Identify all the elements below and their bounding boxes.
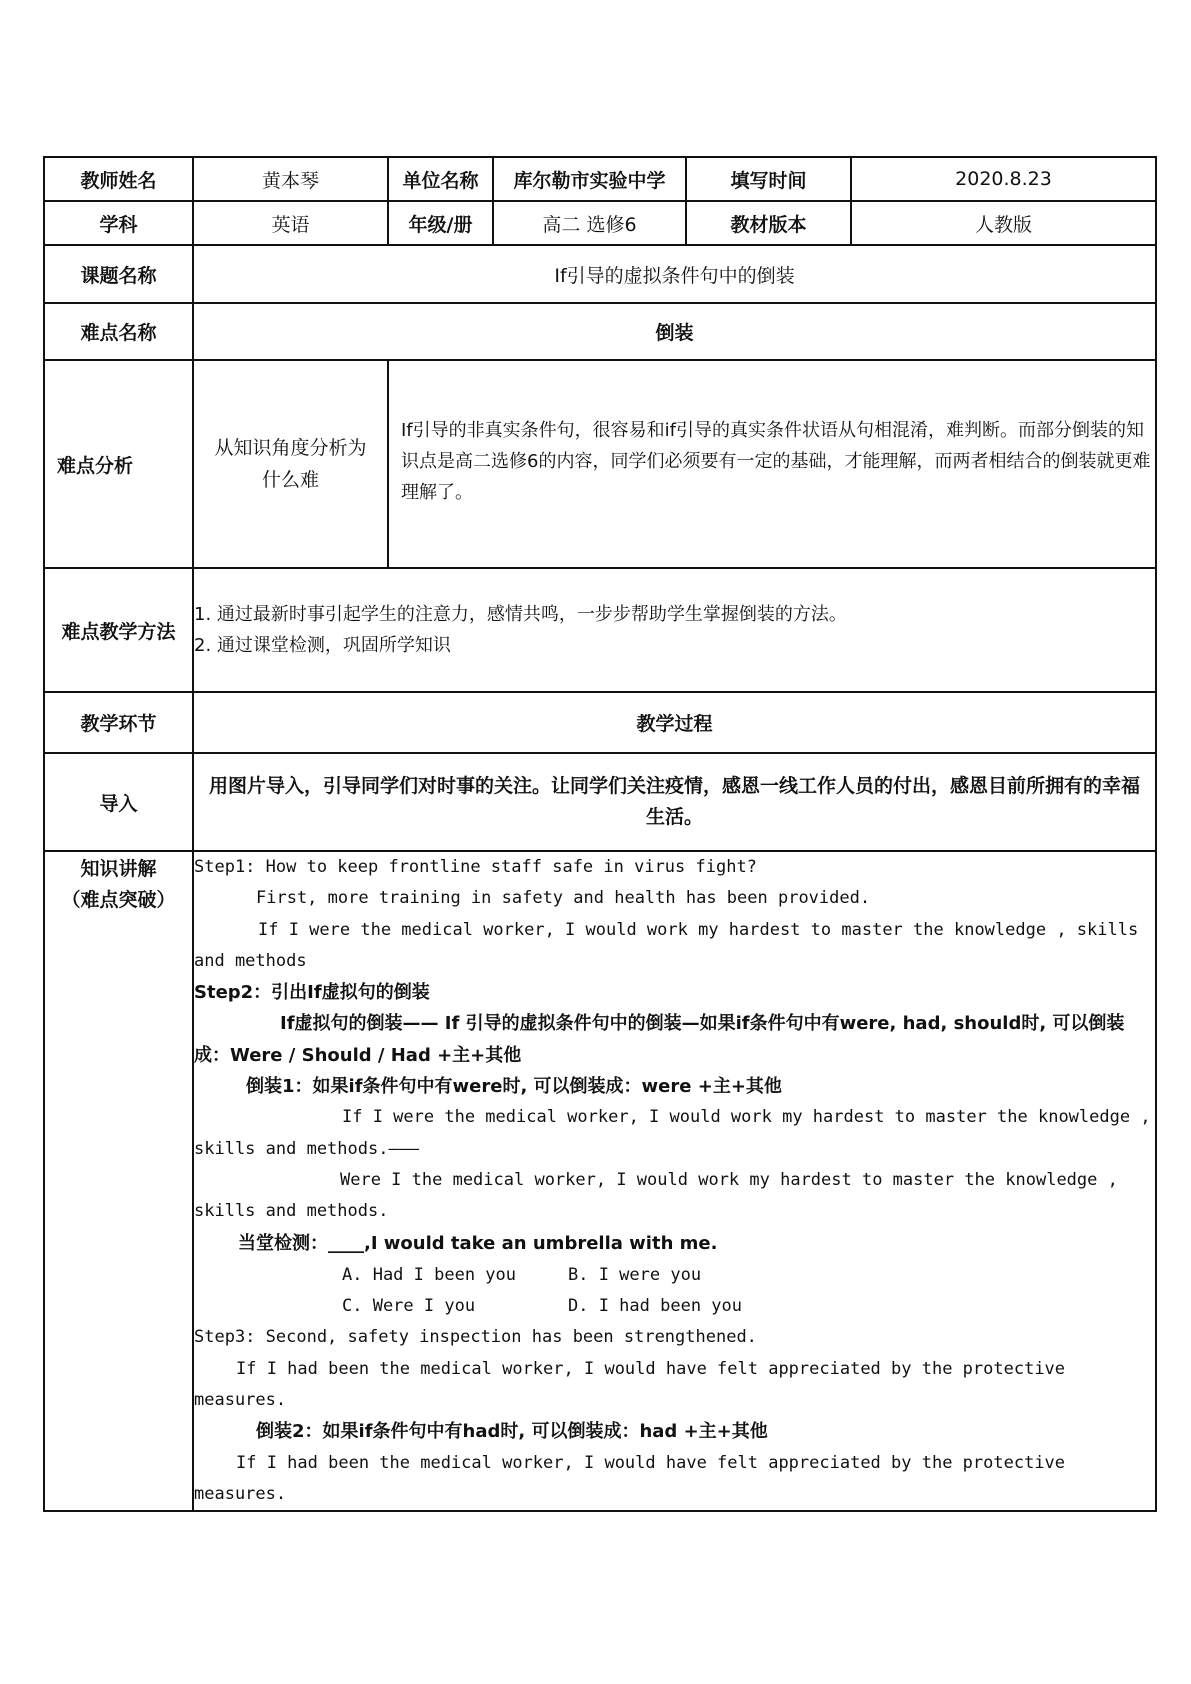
knowledge-label-line1: 知识讲解 (80, 858, 157, 880)
method-item-2: 2. 通过课堂检测，巩固所学知识 (194, 635, 451, 656)
quiz-options-row-2 (194, 1291, 1155, 1322)
topic-row (44, 245, 1156, 303)
analysis-text: If引导的非真实条件句，很容易和if引导的真实条件状语从句相混淆，难判断。而部分倒装的知识点是高二选修6的内容，同学们必须要有一定的基础，才能理解，而两者相结合的倒装就更难理解了。 (388, 360, 1156, 568)
inversion-2-rule: 倒装2：如果if条件句中有had时, 可以倒装成：had +主+其他 (256, 1421, 768, 1443)
method-item-1: 1. 通过最新时事引起学生的注意力，感情共鸣，一步步帮助学生掌握倒装的方法。 (194, 604, 847, 625)
date-label: 填写时间 (686, 157, 851, 201)
analysis-label: 难点分析 (44, 360, 193, 568)
teacher-label: 教师姓名 (44, 157, 193, 201)
method-list (193, 568, 1156, 692)
subject-label: 学科 (44, 201, 193, 245)
process-value: 教学过程 (193, 692, 1156, 753)
quiz-option-a: A. Had I been you (342, 1264, 516, 1285)
quiz-question: 当堂检测：____,I would take an umbrella with me. (238, 1232, 718, 1254)
intro-text: 用图片导入，引导同学们对时事的关注。让同学们关注疫情，感恩一线工作人员的付出，感恩目前所拥有的幸福生活。 (193, 753, 1156, 851)
grade-value: 高二 选修6 (493, 201, 686, 245)
step1-heading: Step1: How to keep frontline staff safe in virus fight? (194, 857, 757, 877)
header-row-1 (44, 157, 1156, 201)
quiz-option-b: B. I were you (568, 1264, 702, 1285)
inversion-1-original: If I were the medical worker, I would work my hardest to master the knowledge , skills and methods.——— (194, 1107, 1151, 1159)
textbook-value: 人教版 (851, 201, 1156, 245)
header-row-2 (44, 201, 1156, 245)
knowledge-row (44, 851, 1156, 1511)
quiz-option-d: D. I had been you (568, 1296, 742, 1317)
inversion-1-inverted: Were I the medical worker, I would work my hardest to master the knowledge , skills and methods. (194, 1169, 1118, 1222)
step1-sentence: First, more training in safety and health has been provided. (256, 888, 871, 909)
quiz-options-row-1 (194, 1260, 1155, 1291)
unit-value: 库尔勒市实验中学 (493, 157, 686, 201)
unit-label: 单位名称 (388, 157, 493, 201)
step1-example: If I were the medical worker, I would work my hardest to master the knowledge , skills and methods (194, 919, 1139, 971)
process-header-row (44, 692, 1156, 753)
knowledge-content (193, 851, 1156, 1511)
step3-example: If I had been the medical worker, I would have felt appreciated by the protective measures. (194, 1358, 1066, 1411)
difficulty-row (44, 303, 1156, 360)
subject-value: 英语 (193, 201, 388, 245)
quiz-option-c: C. Were I you (342, 1296, 476, 1317)
difficulty-label: 难点名称 (44, 303, 193, 360)
date-value: 2020.8.23 (851, 157, 1156, 201)
step2-heading: Step2：引出If虚拟句的倒装 (194, 982, 430, 1004)
teacher-value: 黄本琴 (193, 157, 388, 201)
intro-label: 导入 (44, 753, 193, 851)
step2-rule: If虚拟句的倒装—— If 引导的虚拟条件句中的倒装—如果if条件句中有were, had, should时, 可以倒装成：Were / Should / Had +主+其他 (194, 1013, 1125, 1066)
topic-value: If引导的虚拟条件句中的倒装 (193, 245, 1156, 303)
intro-row (44, 753, 1156, 851)
grade-label: 年级/册 (388, 201, 493, 245)
textbook-label: 教材版本 (686, 201, 851, 245)
knowledge-label (44, 851, 193, 1511)
difficulty-value: 倒装 (193, 303, 1156, 360)
knowledge-label-line2: （难点突破） (61, 889, 176, 911)
step3-heading: Step3: Second, safety inspection has been strengthened. (194, 1327, 757, 1348)
method-label: 难点教学方法 (44, 568, 193, 692)
analysis-row (44, 360, 1156, 568)
lesson-plan-table (43, 156, 1157, 1512)
topic-label: 课题名称 (44, 245, 193, 303)
method-row (44, 568, 1156, 692)
inversion-1-rule: 倒装1：如果if条件句中有were时, 可以倒装成：were +主+其他 (246, 1076, 782, 1098)
inversion-2-example: If I had been the medical worker, I would have felt appreciated by the protective measures. (194, 1452, 1066, 1504)
analysis-sub-label: 从知识角度分析为什么难 (193, 360, 388, 568)
process-label: 教学环节 (44, 692, 193, 753)
